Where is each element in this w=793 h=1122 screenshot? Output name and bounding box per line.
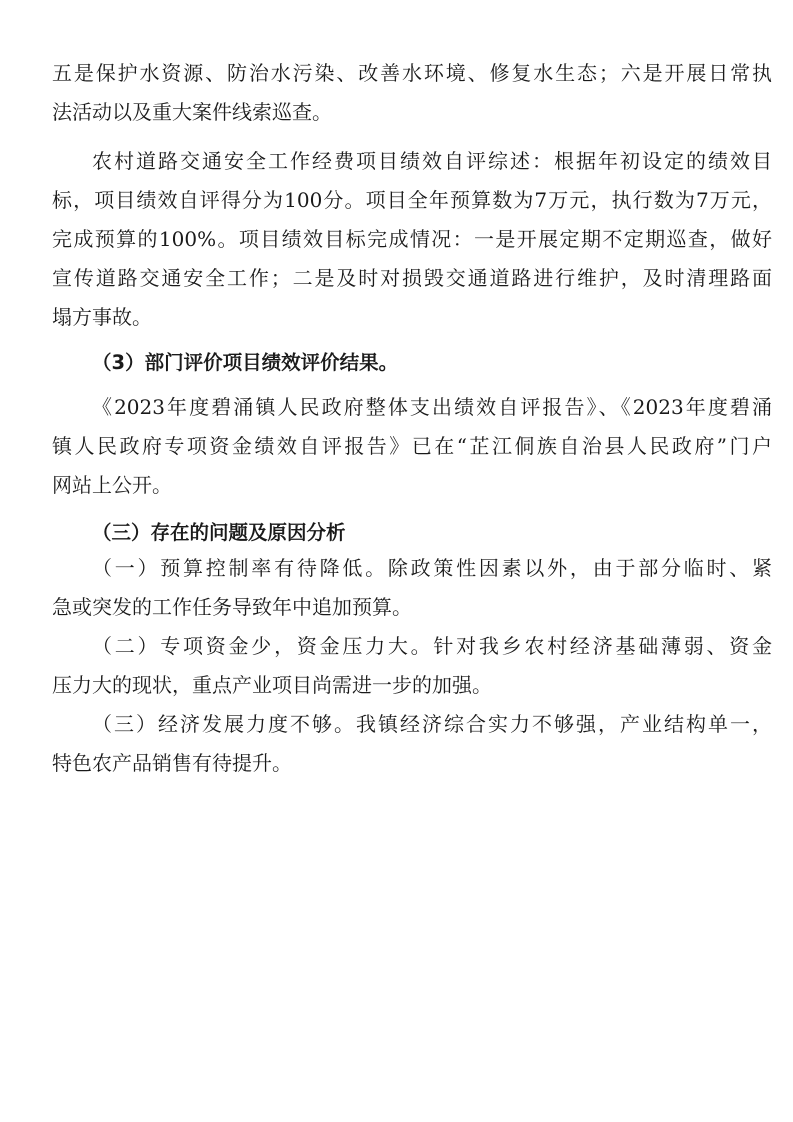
paragraph-line: 法活动以及重大案件线索巡查。 <box>52 100 332 124</box>
paragraph-line: （三）经济发展力度不够。我镇经济综合实力不够强，产业结构单一， <box>92 712 772 736</box>
paragraph-line: 急或突发的工作任务导致年中追加预算。 <box>52 595 412 619</box>
paragraph-line: （二）专项资金少，资金压力大。针对我乡农村经济基础薄弱、资金 <box>92 634 772 658</box>
paragraph-line: 塌方事故。 <box>52 305 152 329</box>
paragraph-line: 五是保护水资源、防治水污染、改善水环境、修复水生态；六是开展日常执 <box>52 61 772 85</box>
paragraph-line: 完成预算的100%。项目绩效目标完成情况：一是开展定期不定期巡查，做好 <box>52 227 772 251</box>
paragraph-line: 网站上公开。 <box>52 473 172 497</box>
section-heading: （3）部门评价项目绩效评价结果。 <box>92 351 399 374</box>
paragraph-line: （一）预算控制率有待降低。除政策性因素以外，由于部分临时、紧 <box>92 556 772 580</box>
section-heading: （三）存在的问题及原因分析 <box>92 521 346 544</box>
paragraph-line: 农村道路交通安全工作经费项目绩效自评综述：根据年初设定的绩效目 <box>92 149 772 173</box>
paragraph-line: 标，项目绩效自评得分为100分。项目全年预算数为7万元，执行数为7万元， <box>52 188 772 212</box>
paragraph-line: 镇人民政府专项资金绩效自评报告》已在“芷江侗族自治县人民政府”门户 <box>52 434 772 458</box>
paragraph-line: 特色农产品销售有待提升。 <box>52 751 292 775</box>
paragraph-line: 《2023年度碧涌镇人民政府整体支出绩效自评报告》、《2023年度碧涌 <box>92 395 772 419</box>
paragraph-line: 压力大的现状，重点产业项目尚需进一步的加强。 <box>52 673 492 697</box>
paragraph-line: 宣传道路交通安全工作；二是及时对损毁交通道路进行维护，及时清理路面 <box>52 266 772 290</box>
